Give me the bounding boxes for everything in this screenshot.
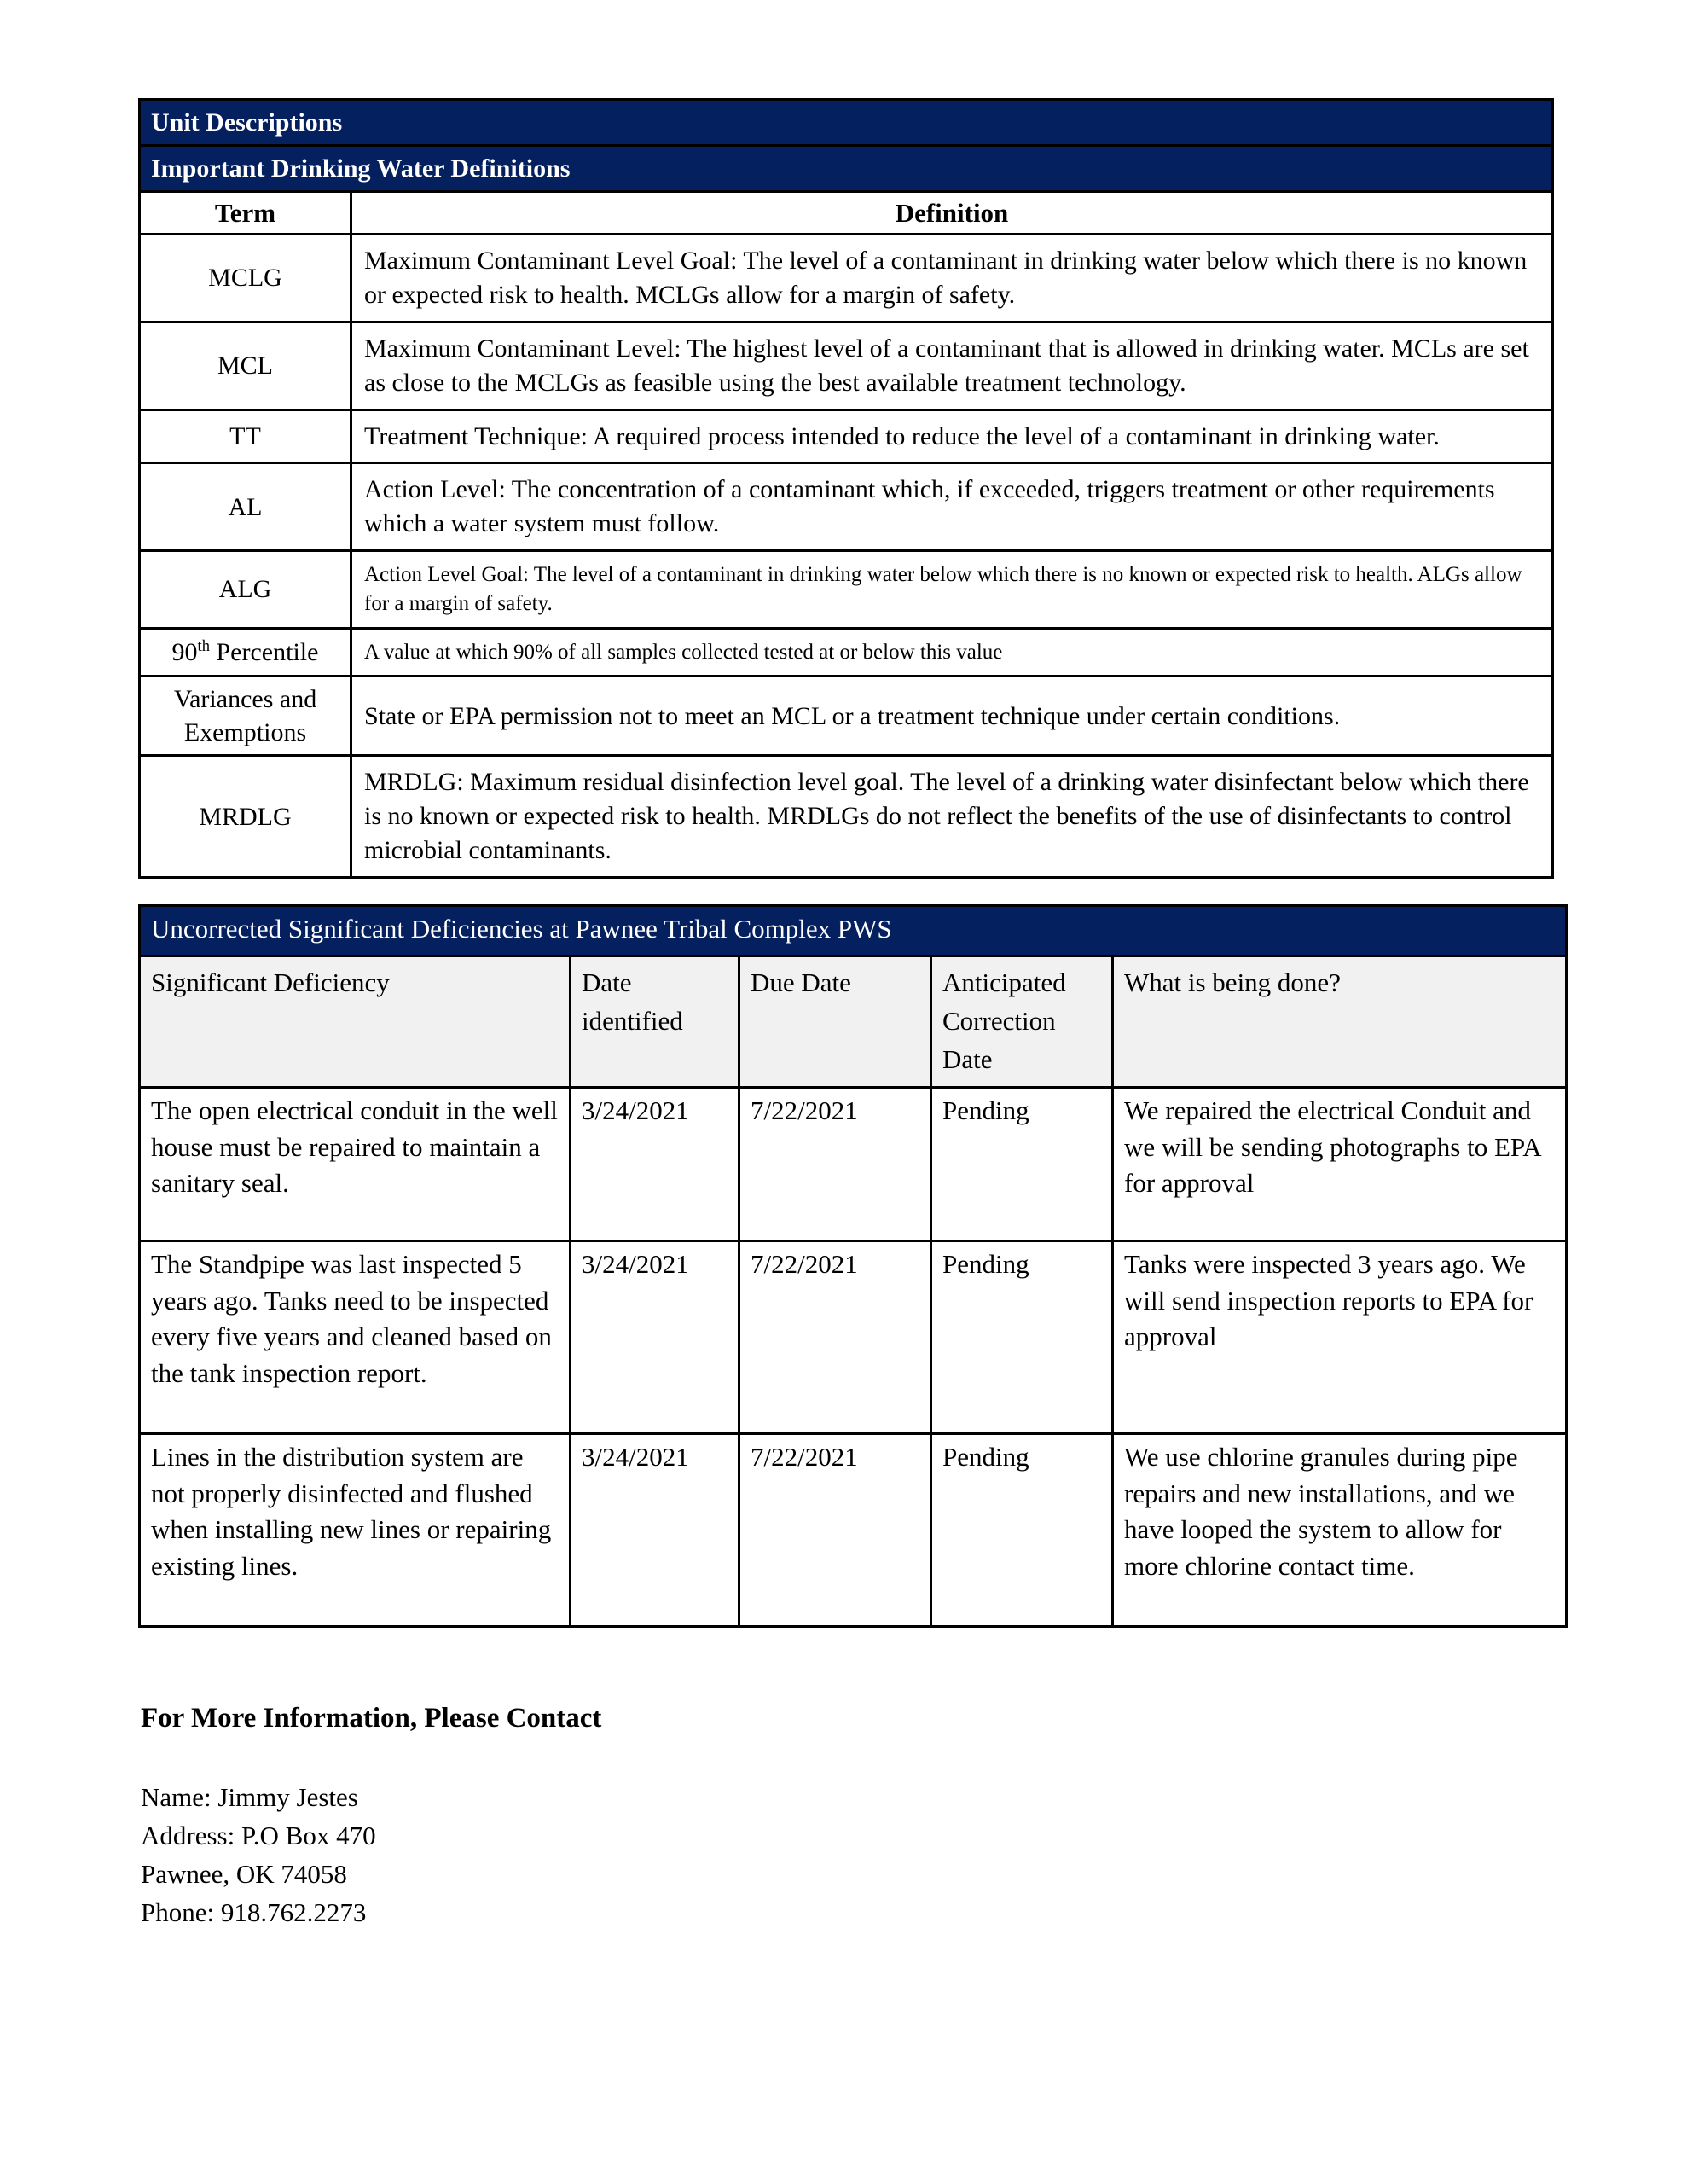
deficiency-row xyxy=(140,1240,1567,1433)
unit-descriptions-table xyxy=(138,98,1554,879)
definition-row-al xyxy=(140,463,1553,551)
term-cell: ALG xyxy=(140,551,351,629)
definition-cell: State or EPA permission not to meet an MCL or a treatment technique under certain conditions. xyxy=(351,677,1553,756)
due-date-cell: 7/22/2021 xyxy=(739,1087,931,1240)
contact-city: Pawnee, OK 74058 xyxy=(141,1858,347,1889)
term-text: Percentile xyxy=(210,638,319,667)
contact-phone: Phone: 918.762.2273 xyxy=(141,1896,367,1927)
deficiency-cell: The open electrical conduit in the well house must be repaired to maintain a sanitary seal. xyxy=(140,1087,571,1240)
ordinal-superscript: th xyxy=(197,637,210,656)
term-cell: Variances and Exemptions xyxy=(140,677,351,756)
term-cell: AL xyxy=(140,463,351,551)
definitions-header-row xyxy=(140,192,1553,235)
deficiencies-header-row xyxy=(140,956,1567,1087)
definition-row-mcl xyxy=(140,322,1553,410)
what-is-being-done-cell: We repaired the electrical Conduit and we will be sending photographs to EPA for approval xyxy=(1113,1087,1567,1240)
definition-cell: Maximum Contaminant Level: The highest level of a contaminant that is allowed in drinking water. MCLs are set as close to the MCLGs as feasible using the best available treatment technology. xyxy=(351,322,1553,410)
due-date-cell: 7/22/2021 xyxy=(739,1240,931,1433)
deficiencies-banner: Uncorrected Significant Deficiencies at Pawnee Tribal Complex PWS xyxy=(140,906,1567,956)
deficiencies-table xyxy=(138,904,1568,1628)
definition-cell: Treatment Technique: A required process intended to reduce the level of a contaminant in drinking water. xyxy=(351,410,1553,463)
anticipated-correction-date-cell: Pending xyxy=(931,1433,1113,1626)
term-cell: MCL xyxy=(140,322,351,410)
unit-descriptions-banner-row xyxy=(140,100,1553,146)
definition-cell: A value at which 90% of all samples collected tested at or below this value xyxy=(351,628,1553,677)
term-text: 90 xyxy=(171,638,198,667)
what-is-being-done-cell: Tanks were inspected 3 years ago. We will send inspection reports to EPA for approval xyxy=(1113,1240,1567,1433)
definitions-banner: Important Drinking Water Definitions xyxy=(140,146,1553,192)
definitions-banner-row xyxy=(140,146,1553,192)
definition-row-mrdlg xyxy=(140,756,1553,878)
deficiencies-banner-row xyxy=(140,906,1567,956)
term-cell: MRDLG xyxy=(140,756,351,878)
date-identified-cell: 3/24/2021 xyxy=(571,1433,739,1626)
definition-cell: Action Level: The concentration of a contaminant which, if exceeded, triggers treatment or other requirements which a water system must follow. xyxy=(351,463,1553,551)
term-cell xyxy=(140,628,351,677)
significant-deficiency-column-header: Significant Deficiency xyxy=(140,956,571,1087)
definition-cell: Maximum Contaminant Level Goal: The level of a contaminant in drinking water below which there is no known or expected risk to health. MCLGs allow for a margin of safety. xyxy=(351,235,1553,322)
date-identified-column-header: Date identified xyxy=(571,956,739,1087)
what-is-being-done-column-header: What is being done? xyxy=(1113,956,1567,1087)
deficiency-cell: The Standpipe was last inspected 5 years ago. Tanks need to be inspected every five years and cleaned based on the tank inspection report. xyxy=(140,1240,571,1433)
contact-name: Name: Jimmy Jestes xyxy=(141,1781,358,1812)
what-is-being-done-cell: We use chlorine granules during pipe repairs and new installations, and we have looped the system to allow for more chlorine contact time. xyxy=(1113,1433,1567,1626)
definition-row-alg xyxy=(140,551,1553,629)
term-cell: TT xyxy=(140,410,351,463)
term-cell: MCLG xyxy=(140,235,351,322)
definition-column-header: Definition xyxy=(351,192,1553,235)
contact-address: Address: P.O Box 470 xyxy=(141,1820,376,1850)
deficiency-row xyxy=(140,1433,1567,1626)
definition-row-mclg xyxy=(140,235,1553,322)
contact-lines xyxy=(141,1779,1556,1932)
date-identified-cell: 3/24/2021 xyxy=(571,1087,739,1240)
deficiency-row xyxy=(140,1087,1567,1240)
definition-row-90th-percentile xyxy=(140,628,1553,677)
definition-row-tt xyxy=(140,410,1553,463)
contact-heading: For More Information, Please Contact xyxy=(141,1702,602,1734)
definition-cell: MRDLG: Maximum residual disinfection level goal. The level of a drinking water disinfectant below which there is no known or expected risk to health. MRDLGs do not reflect the benefits of the use of disinfectants to control microbial contaminants. xyxy=(351,756,1553,878)
definition-cell: Action Level Goal: The level of a contaminant in drinking water below which there is no known or expected risk to health. ALGs allow for a margin of safety. xyxy=(351,551,1553,629)
term-column-header: Term xyxy=(140,192,351,235)
deficiency-cell: Lines in the distribution system are not properly disinfected and flushed when installing new lines or repairing existing lines. xyxy=(140,1433,571,1626)
anticipated-correction-date-cell: Pending xyxy=(931,1240,1113,1433)
date-identified-cell: 3/24/2021 xyxy=(571,1240,739,1433)
unit-descriptions-banner: Unit Descriptions xyxy=(140,100,1553,146)
anticipated-correction-date-column-header: Anticipated Correction Date xyxy=(931,956,1113,1087)
definition-row-variances-exemptions xyxy=(140,677,1553,756)
anticipated-correction-date-cell: Pending xyxy=(931,1087,1113,1240)
due-date-column-header: Due Date xyxy=(739,956,931,1087)
due-date-cell: 7/22/2021 xyxy=(739,1433,931,1626)
contact-section xyxy=(141,1703,1556,1932)
